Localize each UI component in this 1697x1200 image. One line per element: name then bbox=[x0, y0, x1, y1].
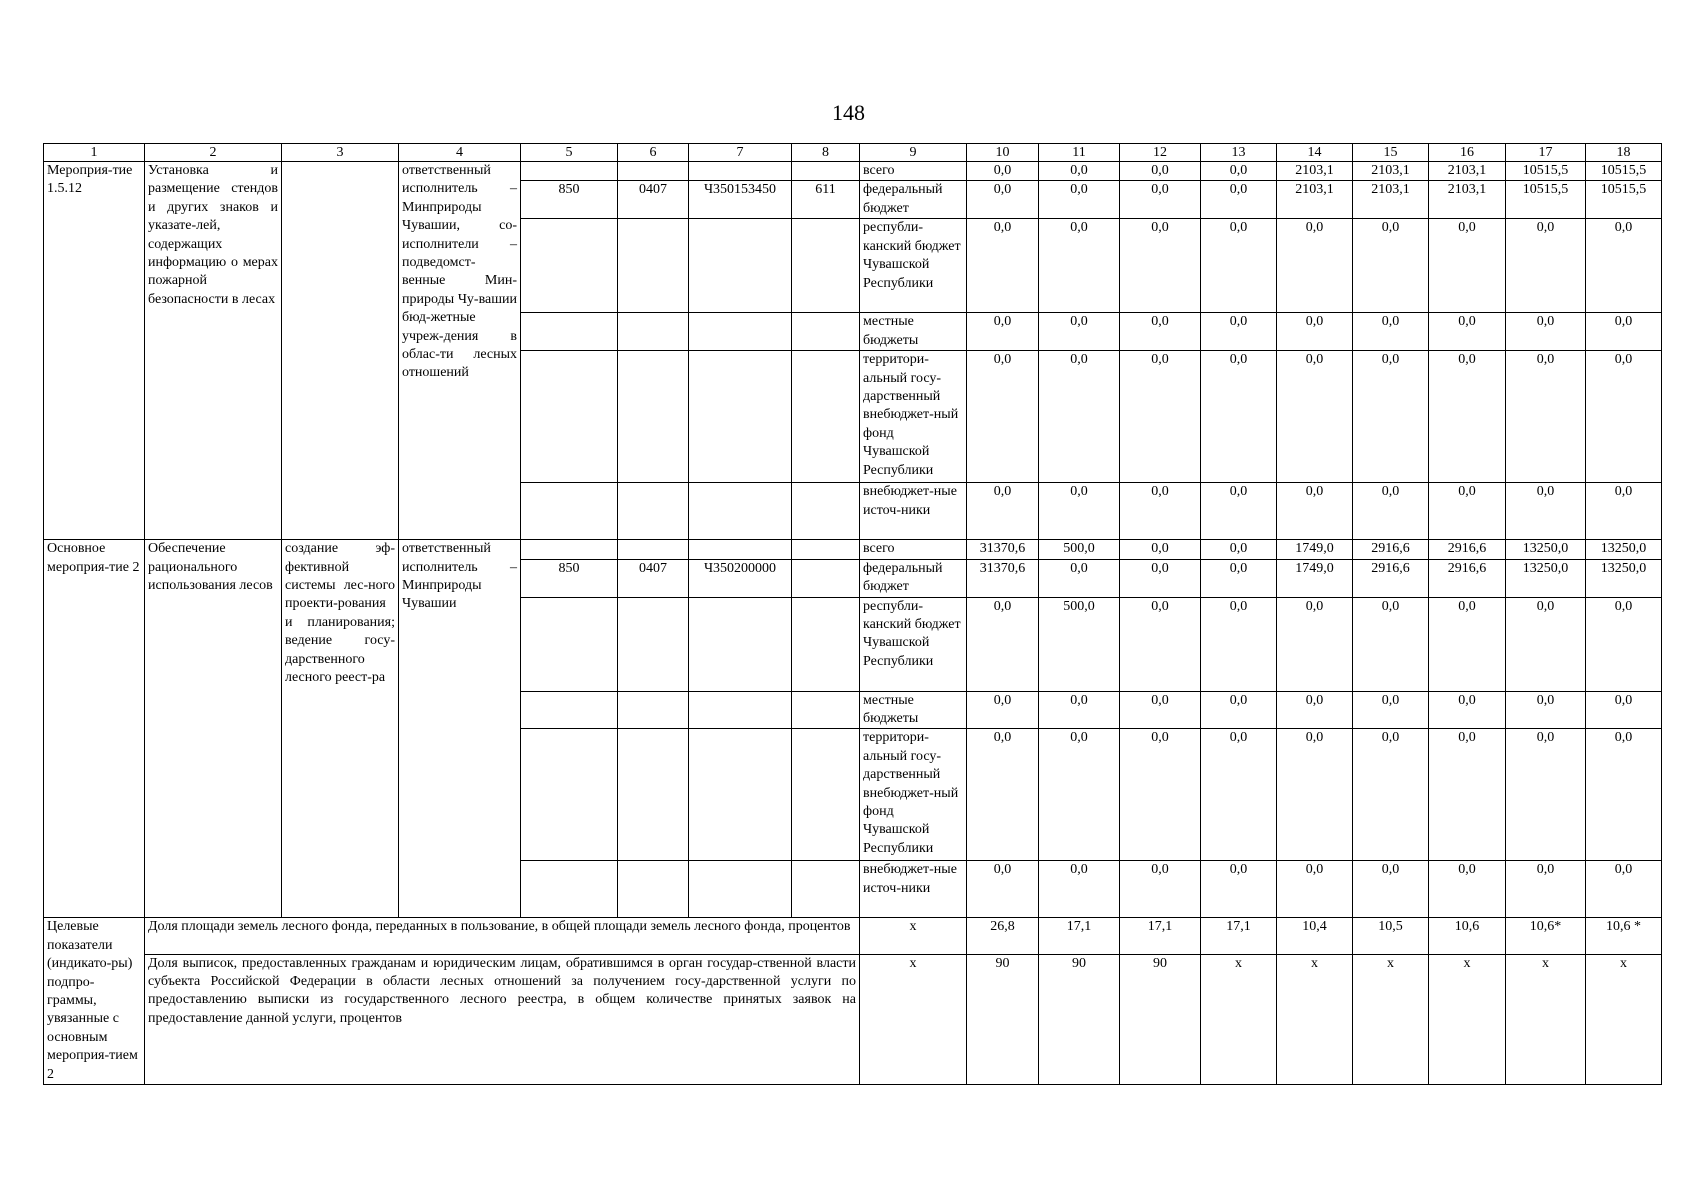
empty-cell bbox=[792, 162, 860, 181]
empty-cell bbox=[689, 162, 792, 181]
funding-value: 0,0 bbox=[1586, 691, 1662, 729]
funding-value: 0,0 bbox=[1586, 729, 1662, 861]
funding-value: 0,0 bbox=[1039, 729, 1120, 861]
funding-value: 13250,0 bbox=[1586, 540, 1662, 559]
funding-value: 0,0 bbox=[1120, 219, 1201, 313]
funding-value: 0,0 bbox=[1429, 691, 1506, 729]
funding-value: 0,0 bbox=[1277, 861, 1353, 918]
funding-source: территори-альный госу-дарственный внебюджет-ный фонд Чувашской Республики bbox=[860, 351, 967, 483]
funding-value: 0,0 bbox=[967, 861, 1039, 918]
funding-value: 0,0 bbox=[967, 691, 1039, 729]
funding-value: 0,0 bbox=[1201, 483, 1277, 540]
column-number-6: 6 bbox=[618, 144, 689, 162]
funding-value: 2916,6 bbox=[1429, 540, 1506, 559]
empty-cell bbox=[792, 219, 860, 313]
empty-cell bbox=[792, 351, 860, 483]
indicator-value: 10,6 bbox=[1429, 918, 1506, 954]
empty-cell bbox=[689, 691, 792, 729]
funding-value: 0,0 bbox=[1201, 181, 1277, 219]
indicator-text: Доля выписок, предоставленных гражданам и юридическим лицам, обратившимся в орган государ-ственной власти субъекта Российской Федерации в области лесных отношений за получением госу-дарственной услуги по предоставлению выписки из государственного лесного реестра, в общем количестве принятых заявок на предоставление данной услуги, процентов bbox=[145, 954, 860, 1085]
indicator-value: 90 bbox=[1039, 954, 1120, 1085]
empty-cell bbox=[689, 540, 792, 559]
event-name: Основное мероприя-тие 2 bbox=[44, 540, 145, 918]
funding-value: 0,0 bbox=[1353, 861, 1429, 918]
funding-value: 0,0 bbox=[1277, 313, 1353, 351]
empty-cell bbox=[792, 313, 860, 351]
funding-value: 0,0 bbox=[1039, 559, 1120, 597]
funding-value: 0,0 bbox=[1201, 540, 1277, 559]
indicator-value: x bbox=[1506, 954, 1586, 1085]
indicator-row bbox=[44, 954, 1662, 1085]
funding-value: 0,0 bbox=[1201, 729, 1277, 861]
funding-source: внебюджет-ные источ-ники bbox=[860, 483, 967, 540]
funding-value: 0,0 bbox=[1201, 861, 1277, 918]
funding-source: местные бюджеты bbox=[860, 313, 967, 351]
indicator-value: 90 bbox=[1120, 954, 1201, 1085]
empty-cell bbox=[618, 729, 689, 861]
page-number: 148 bbox=[832, 100, 865, 125]
empty-cell bbox=[689, 483, 792, 540]
funding-value: 0,0 bbox=[1039, 483, 1120, 540]
funding-value: 0,0 bbox=[1506, 729, 1586, 861]
funding-value: 0,0 bbox=[1429, 729, 1506, 861]
funding-value: 0,0 bbox=[1506, 861, 1586, 918]
budget-code-target: Ч350200000 bbox=[689, 559, 792, 597]
budget-code-target: Ч350153450 bbox=[689, 181, 792, 219]
funding-value: 0,0 bbox=[1277, 351, 1353, 483]
empty-cell bbox=[618, 861, 689, 918]
funding-value: 0,0 bbox=[967, 483, 1039, 540]
budget-code-expense-type bbox=[792, 559, 860, 597]
funding-value: 0,0 bbox=[1429, 313, 1506, 351]
funding-value: 0,0 bbox=[1120, 351, 1201, 483]
empty-cell bbox=[689, 351, 792, 483]
indicator-row bbox=[44, 918, 1662, 954]
funding-value: 0,0 bbox=[1201, 313, 1277, 351]
funding-value: 0,0 bbox=[1201, 691, 1277, 729]
funding-value: 10515,5 bbox=[1586, 181, 1662, 219]
empty-cell bbox=[521, 861, 618, 918]
funding-value: 2103,1 bbox=[1429, 162, 1506, 181]
funding-value: 2916,6 bbox=[1353, 540, 1429, 559]
empty-cell bbox=[689, 219, 792, 313]
column-number-7: 7 bbox=[689, 144, 792, 162]
funding-value: 2103,1 bbox=[1277, 162, 1353, 181]
funding-value: 0,0 bbox=[1353, 729, 1429, 861]
indicator-value: x bbox=[1277, 954, 1353, 1085]
funding-value: 13250,0 bbox=[1506, 559, 1586, 597]
table-row bbox=[44, 162, 1662, 181]
funding-value: 0,0 bbox=[1277, 219, 1353, 313]
funding-value: 0,0 bbox=[967, 729, 1039, 861]
budget-table bbox=[43, 143, 1662, 1085]
funding-value: 0,0 bbox=[1429, 351, 1506, 483]
funding-value: 0,0 bbox=[1277, 597, 1353, 691]
funding-value: 0,0 bbox=[1039, 861, 1120, 918]
funding-value: 0,0 bbox=[1201, 597, 1277, 691]
indicator-value: 17,1 bbox=[1039, 918, 1120, 954]
funding-value: 2916,6 bbox=[1429, 559, 1506, 597]
event-description: Обеспечение рационального использования лесов bbox=[145, 540, 282, 918]
event-name: Мероприя-тие 1.5.12 bbox=[44, 162, 145, 540]
funding-value: 0,0 bbox=[1120, 597, 1201, 691]
indicator-value: x bbox=[1429, 954, 1506, 1085]
funding-source: внебюджет-ные источ-ники bbox=[860, 861, 967, 918]
empty-cell bbox=[689, 861, 792, 918]
funding-value: 0,0 bbox=[1120, 313, 1201, 351]
column-number-17: 17 bbox=[1506, 144, 1586, 162]
funding-value: 0,0 bbox=[1039, 162, 1120, 181]
table-row bbox=[44, 540, 1662, 559]
funding-value: 500,0 bbox=[1039, 540, 1120, 559]
empty-cell bbox=[792, 597, 860, 691]
funding-value: 0,0 bbox=[1586, 313, 1662, 351]
funding-value: 500,0 bbox=[1039, 597, 1120, 691]
column-number-9: 9 bbox=[860, 144, 967, 162]
column-number-1: 1 bbox=[44, 144, 145, 162]
indicator-value: x bbox=[1586, 954, 1662, 1085]
column-number-15: 15 bbox=[1353, 144, 1429, 162]
indicator-c9: x bbox=[860, 954, 967, 1085]
funding-value: 0,0 bbox=[1586, 597, 1662, 691]
funding-value: 10515,5 bbox=[1586, 162, 1662, 181]
column-number-row bbox=[44, 144, 1662, 162]
funding-source: местные бюджеты bbox=[860, 691, 967, 729]
column-number-11: 11 bbox=[1039, 144, 1120, 162]
empty-cell bbox=[618, 540, 689, 559]
funding-source: территори-альный госу-дарственный внебюджет-ный фонд Чувашской Республики bbox=[860, 729, 967, 861]
budget-code-expense-type: 611 bbox=[792, 181, 860, 219]
empty-cell bbox=[521, 219, 618, 313]
funding-value: 2916,6 bbox=[1353, 559, 1429, 597]
empty-cell bbox=[792, 729, 860, 861]
funding-value: 0,0 bbox=[1353, 691, 1429, 729]
funding-source: федеральный бюджет bbox=[860, 559, 967, 597]
funding-value: 13250,0 bbox=[1586, 559, 1662, 597]
budget-code-section: 0407 bbox=[618, 181, 689, 219]
funding-value: 0,0 bbox=[1201, 219, 1277, 313]
funding-value: 1749,0 bbox=[1277, 540, 1353, 559]
budget-code-grbs: 850 bbox=[521, 181, 618, 219]
indicator-value: 26,8 bbox=[967, 918, 1039, 954]
funding-value: 0,0 bbox=[967, 219, 1039, 313]
funding-value: 0,0 bbox=[1506, 483, 1586, 540]
funding-value: 0,0 bbox=[1506, 691, 1586, 729]
funding-value: 0,0 bbox=[1277, 483, 1353, 540]
indicator-value: 10,6* bbox=[1506, 918, 1586, 954]
funding-value: 0,0 bbox=[1039, 691, 1120, 729]
funding-value: 0,0 bbox=[1429, 219, 1506, 313]
funding-value: 0,0 bbox=[1353, 351, 1429, 483]
empty-cell bbox=[521, 691, 618, 729]
indicator-text: Доля площади земель лесного фонда, переданных в пользование, в общей площади земель лесного фонда, процентов bbox=[145, 918, 860, 954]
funding-value: 0,0 bbox=[1586, 861, 1662, 918]
funding-value: 0,0 bbox=[1586, 483, 1662, 540]
funding-value: 0,0 bbox=[1353, 313, 1429, 351]
funding-value: 10515,5 bbox=[1506, 181, 1586, 219]
column-number-10: 10 bbox=[967, 144, 1039, 162]
funding-value: 2103,1 bbox=[1353, 181, 1429, 219]
indicator-value: 10,6 * bbox=[1586, 918, 1662, 954]
funding-value: 0,0 bbox=[1120, 162, 1201, 181]
empty-cell bbox=[618, 219, 689, 313]
funding-value: 0,0 bbox=[1506, 597, 1586, 691]
column-number-13: 13 bbox=[1201, 144, 1277, 162]
empty-cell bbox=[618, 691, 689, 729]
empty-cell bbox=[618, 351, 689, 483]
executor: ответственный исполнитель – Минприроды Чувашии, со-исполнители – подведомст-венные Мин-природы Чу-вашии бюд-жетные учреж-дения в облас-ти лесных отношений bbox=[399, 162, 521, 540]
funding-value: 2103,1 bbox=[1353, 162, 1429, 181]
funding-value: 0,0 bbox=[1353, 483, 1429, 540]
funding-value: 13250,0 bbox=[1506, 540, 1586, 559]
event-description: Установка и размещение стендов и других знаков и указате-лей, содержащих информацию о мерах пожарной безопасности в лесах bbox=[145, 162, 282, 540]
funding-value: 0,0 bbox=[1039, 219, 1120, 313]
indicator-value: 90 bbox=[967, 954, 1039, 1085]
indicators-label: Целевые показатели (индикато-ры) подпро-граммы, увязанные с основным мероприя-тием 2 bbox=[44, 918, 145, 1085]
funding-value: 0,0 bbox=[1120, 181, 1201, 219]
empty-cell bbox=[618, 597, 689, 691]
empty-cell bbox=[521, 351, 618, 483]
funding-source: федеральный бюджет bbox=[860, 181, 967, 219]
funding-value: 0,0 bbox=[967, 313, 1039, 351]
empty-cell bbox=[618, 162, 689, 181]
funding-value: 0,0 bbox=[967, 597, 1039, 691]
empty-cell bbox=[618, 483, 689, 540]
funding-value: 0,0 bbox=[1506, 313, 1586, 351]
event-goal: создание эф-фективной системы лес-ного проекти-рования и планирования; ведение госу-дарственного лесного реест-ра bbox=[282, 540, 399, 918]
column-number-14: 14 bbox=[1277, 144, 1353, 162]
funding-source: республи-канский бюджет Чувашской Республики bbox=[860, 597, 967, 691]
column-number-2: 2 bbox=[145, 144, 282, 162]
funding-value: 0,0 bbox=[1429, 597, 1506, 691]
empty-cell bbox=[689, 313, 792, 351]
funding-value: 0,0 bbox=[1429, 483, 1506, 540]
empty-cell bbox=[521, 540, 618, 559]
funding-value: 0,0 bbox=[967, 181, 1039, 219]
empty-cell bbox=[792, 540, 860, 559]
indicator-value: 17,1 bbox=[1201, 918, 1277, 954]
funding-source: всего bbox=[860, 540, 967, 559]
funding-value: 0,0 bbox=[1120, 861, 1201, 918]
empty-cell bbox=[521, 729, 618, 861]
funding-value: 0,0 bbox=[1120, 729, 1201, 861]
indicator-value: 17,1 bbox=[1120, 918, 1201, 954]
funding-value: 0,0 bbox=[1201, 162, 1277, 181]
funding-source: всего bbox=[860, 162, 967, 181]
empty-cell bbox=[521, 313, 618, 351]
funding-value: 0,0 bbox=[1039, 181, 1120, 219]
funding-source: республи-канский бюджет Чувашской Республики bbox=[860, 219, 967, 313]
budget-code-grbs: 850 bbox=[521, 559, 618, 597]
budget-code-section: 0407 bbox=[618, 559, 689, 597]
funding-value: 0,0 bbox=[1201, 559, 1277, 597]
funding-value: 31370,6 bbox=[967, 540, 1039, 559]
funding-value: 0,0 bbox=[1353, 597, 1429, 691]
indicator-value: x bbox=[1353, 954, 1429, 1085]
funding-value: 0,0 bbox=[1039, 351, 1120, 483]
empty-cell bbox=[689, 597, 792, 691]
funding-value: 0,0 bbox=[1120, 483, 1201, 540]
funding-value: 1749,0 bbox=[1277, 559, 1353, 597]
empty-cell bbox=[618, 313, 689, 351]
empty-cell bbox=[521, 483, 618, 540]
funding-value: 0,0 bbox=[967, 162, 1039, 181]
funding-value: 0,0 bbox=[1201, 351, 1277, 483]
funding-value: 0,0 bbox=[1586, 351, 1662, 483]
funding-value: 0,0 bbox=[1120, 559, 1201, 597]
empty-cell bbox=[521, 597, 618, 691]
funding-value: 0,0 bbox=[1277, 691, 1353, 729]
funding-value: 0,0 bbox=[1506, 351, 1586, 483]
column-number-16: 16 bbox=[1429, 144, 1506, 162]
indicator-value: x bbox=[1201, 954, 1277, 1085]
funding-value: 0,0 bbox=[1039, 313, 1120, 351]
indicator-value: 10,4 bbox=[1277, 918, 1353, 954]
funding-value: 2103,1 bbox=[1429, 181, 1506, 219]
empty-cell bbox=[689, 729, 792, 861]
column-number-4: 4 bbox=[399, 144, 521, 162]
funding-value: 10515,5 bbox=[1506, 162, 1586, 181]
column-number-12: 12 bbox=[1120, 144, 1201, 162]
funding-value: 2103,1 bbox=[1277, 181, 1353, 219]
funding-value: 0,0 bbox=[967, 351, 1039, 483]
funding-value: 0,0 bbox=[1120, 540, 1201, 559]
funding-value: 0,0 bbox=[1586, 219, 1662, 313]
indicator-value: 10,5 bbox=[1353, 918, 1429, 954]
funding-value: 0,0 bbox=[1120, 691, 1201, 729]
column-number-3: 3 bbox=[282, 144, 399, 162]
column-number-18: 18 bbox=[1586, 144, 1662, 162]
empty-cell bbox=[792, 861, 860, 918]
funding-value: 0,0 bbox=[1353, 219, 1429, 313]
event-goal bbox=[282, 162, 399, 540]
empty-cell bbox=[521, 162, 618, 181]
empty-cell bbox=[792, 483, 860, 540]
funding-value: 0,0 bbox=[1277, 729, 1353, 861]
column-number-5: 5 bbox=[521, 144, 618, 162]
funding-value: 0,0 bbox=[1429, 861, 1506, 918]
funding-value: 31370,6 bbox=[967, 559, 1039, 597]
executor: ответственный исполнитель – Минприроды Чувашии bbox=[399, 540, 521, 918]
indicator-c9: x bbox=[860, 918, 967, 954]
empty-cell bbox=[792, 691, 860, 729]
funding-value: 0,0 bbox=[1506, 219, 1586, 313]
column-number-8: 8 bbox=[792, 144, 860, 162]
